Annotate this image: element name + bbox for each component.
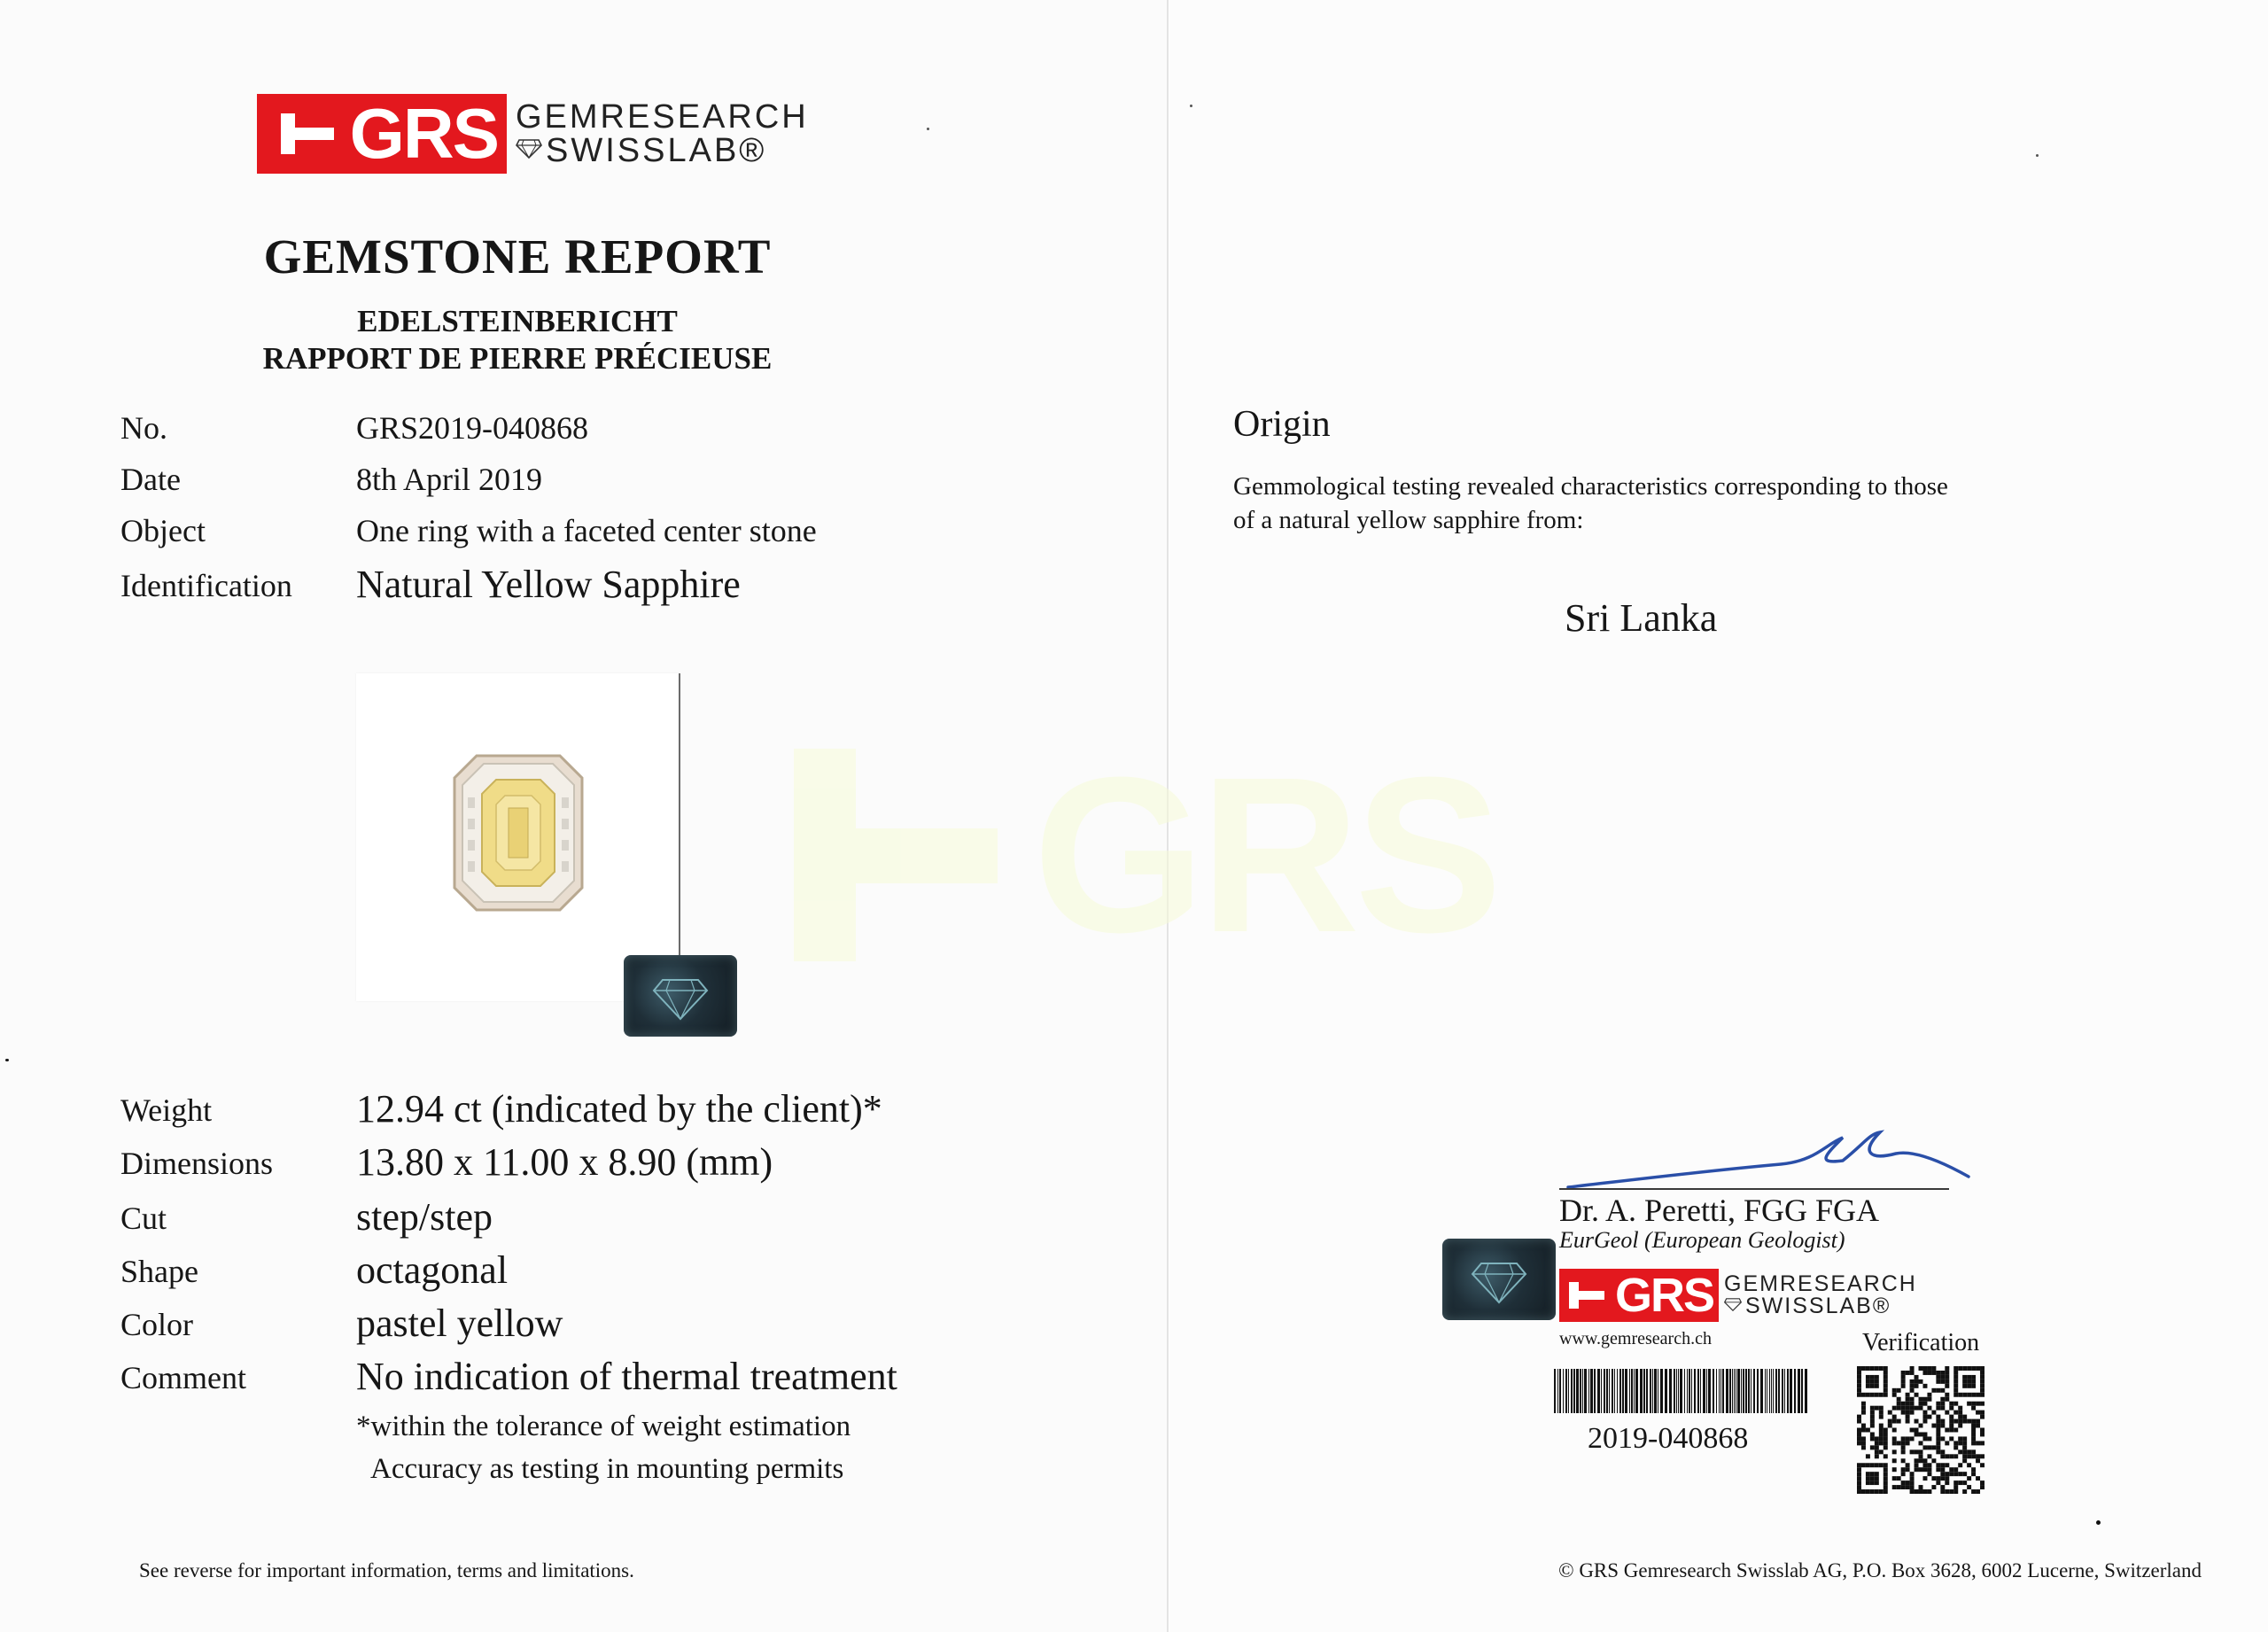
hologram-seal-icon: [1442, 1239, 1556, 1320]
paper-speck: [2036, 154, 2039, 157]
report-title: GEMSTONE REPORT: [263, 229, 772, 284]
paper-speck: [1190, 105, 1192, 107]
logo-line-1: GEMRESEARCH: [516, 98, 809, 136]
note-tolerance: *within the tolerance of weight estimation: [356, 1411, 851, 1442]
paper-speck: [927, 128, 929, 130]
spec-value-cut: step/step: [356, 1195, 493, 1239]
logo-line-2: SWISSLAB®: [1745, 1294, 1891, 1318]
spec-label-dimensions: Dimensions: [120, 1146, 274, 1181]
footer-disclaimer: See reverse for important information, terms and limitations.: [139, 1559, 634, 1581]
website-link[interactable]: www.gemresearch.ch: [1559, 1329, 1712, 1348]
spec-label-cut: Cut: [120, 1201, 167, 1236]
grs-logo: [257, 94, 809, 174]
grs-logo-small: [1559, 1269, 1917, 1322]
gem-diamond-icon: [516, 139, 542, 159]
origin-text: Gemmological testing revealed characteristics corresponding to those of a natural yellow sapphire from:: [1233, 472, 1948, 534]
swiss-cross-icon: [281, 113, 334, 154]
logo-line-2: SWISSLAB®: [546, 132, 767, 169]
ring-image: [452, 753, 585, 913]
note-accuracy: Accuracy as testing in mounting permits: [370, 1453, 844, 1485]
spec-value-color: pastel yellow: [356, 1302, 563, 1345]
grs-logo-mark: GRS: [1559, 1269, 1719, 1322]
hologram-seal-icon: [624, 955, 737, 1037]
grs-watermark: GRS: [794, 749, 1467, 961]
origin-country: Sri Lanka: [1565, 596, 1718, 640]
detail-value-object: One ring with a faceted center stone: [356, 513, 817, 548]
spec-value-shape: octagonal: [356, 1248, 509, 1292]
photo-divider: [679, 673, 680, 966]
signature-line: [1559, 1188, 1949, 1190]
footer-copyright: © GRS Gemresearch Swisslab AG, P.O. Box 3628, 6002 Lucerne, Switzerland: [1558, 1559, 2202, 1581]
report-title-french: RAPPORT DE PIERRE PRÉCIEUSE: [262, 341, 773, 376]
logo-line-1: GEMRESEARCH: [1724, 1271, 1917, 1296]
detail-value-number: GRS2019-040868: [356, 410, 589, 446]
verification-label: Verification: [1862, 1329, 1980, 1356]
gem-diamond-icon: [1724, 1298, 1742, 1311]
signatory-title: EurGeol (European Geologist): [1559, 1227, 1845, 1253]
detail-value-date: 8th April 2019: [356, 462, 543, 497]
origin-heading: Origin: [1233, 404, 1331, 445]
detail-label-identification: Identification: [120, 568, 292, 603]
qr-code-icon[interactable]: [1857, 1366, 1984, 1494]
report-title-german: EDELSTEINBERICHT: [357, 304, 678, 338]
detail-value-identification: Natural Yellow Sapphire: [356, 563, 741, 606]
spec-value-dimensions: 13.80 x 11.00 x 8.90 (mm): [356, 1140, 773, 1184]
paper-speck: [5, 1059, 9, 1061]
signature-image: [1559, 1125, 1976, 1196]
grs-logo-mark: GRS: [257, 94, 507, 174]
detail-label-date: Date: [120, 462, 181, 497]
spec-value-comment: No indication of thermal treatment: [356, 1355, 897, 1398]
paper-speck: [2096, 1520, 2101, 1525]
detail-label-object: Object: [120, 513, 206, 548]
barcode-number: 2019-040868: [1588, 1422, 1749, 1455]
spec-label-shape: Shape: [120, 1254, 198, 1289]
swiss-cross-icon: [1569, 1282, 1604, 1309]
spec-label-weight: Weight: [120, 1092, 213, 1128]
detail-label-number: No.: [120, 410, 167, 446]
spec-label-comment: Comment: [120, 1360, 246, 1395]
spec-label-color: Color: [120, 1307, 194, 1342]
spec-value-weight: 12.94 ct (indicated by the client)*: [356, 1087, 882, 1131]
signatory-name: Dr. A. Peretti, FGG FGA: [1559, 1193, 1880, 1228]
barcode-icon: [1552, 1369, 1809, 1413]
